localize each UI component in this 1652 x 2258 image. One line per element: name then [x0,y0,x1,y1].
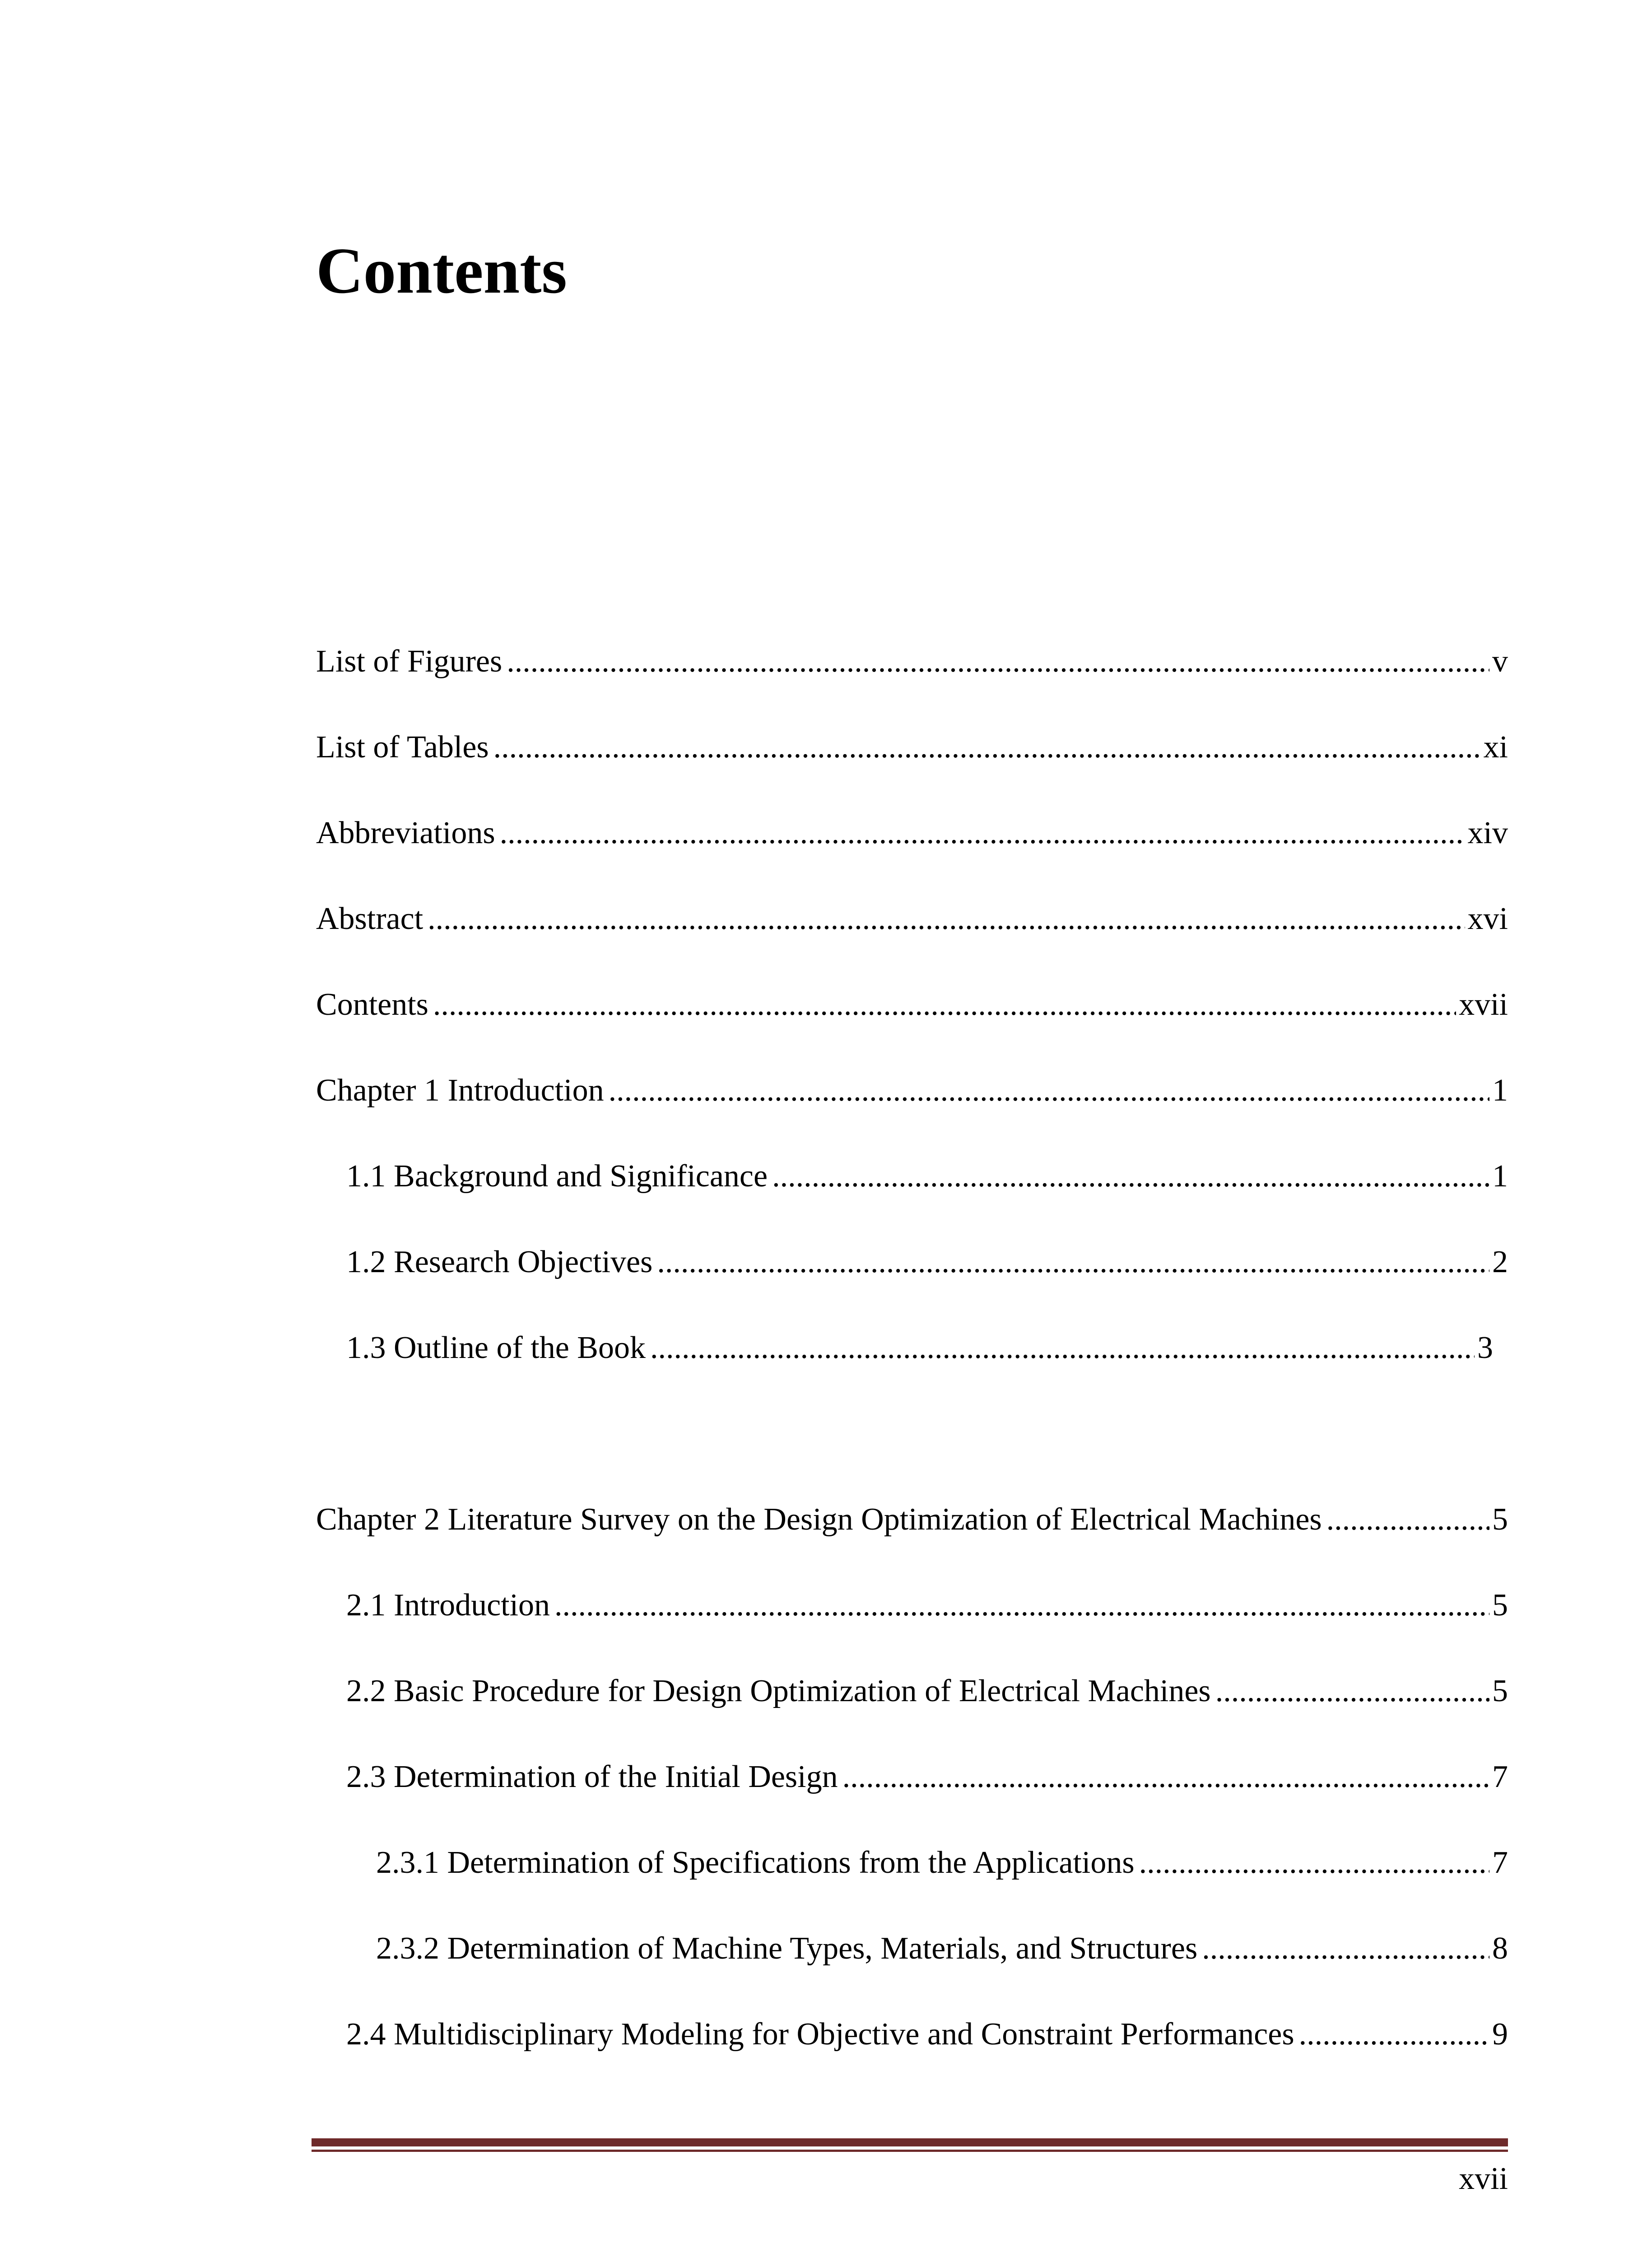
toc-entry-section-1-3[interactable] [346,1325,1493,1371]
page-number: xvii [1459,2161,1508,2196]
toc-entry-section-1-1[interactable] [346,1154,1508,1199]
toc-entry-page: 8 [1492,1931,1508,1966]
toc-entry-label: 1.2 Research Objectives [346,1245,653,1279]
toc-entry-label: Chapter 2 Literature Survey on the Design Optimization of Electrical Machines [316,1502,1322,1537]
toc-entry-label: 1.3 Outline of the Book [346,1330,646,1365]
toc-entry-section-1-2[interactable] [346,1240,1508,1285]
toc-entry-page: 1 [1492,1073,1508,1108]
dot-leader [433,982,1456,1027]
toc-entry-section-2-3-2[interactable] [376,1926,1508,1971]
toc-entry-page: 5 [1492,1674,1508,1708]
toc-entry-page: 9 [1492,2017,1508,2052]
page-title: Contents [316,235,567,307]
dot-leader [772,1154,1489,1199]
toc-entry-section-2-4[interactable] [346,2012,1508,2057]
toc-entry-abbreviations[interactable] [316,811,1508,856]
dot-leader [428,896,1465,942]
toc-entry-abstract[interactable] [316,896,1508,942]
footer-rule-thick [312,2138,1508,2146]
dot-leader [609,1068,1489,1113]
toc-entry-chapter-2[interactable] [316,1497,1508,1542]
toc-entry-label: Abbreviations [316,816,495,850]
toc-entry-section-2-1[interactable] [346,1583,1508,1628]
toc-entry-page: 7 [1492,1845,1508,1880]
dot-leader [500,811,1465,856]
toc-entry-page: v [1492,644,1508,679]
dot-leader [842,1754,1489,1800]
toc-entry-label: List of Figures [316,644,503,679]
dot-leader [650,1325,1475,1371]
toc-entry-label: Abstract [316,901,423,936]
toc-entry-list-of-tables[interactable] [316,725,1508,770]
toc-entry-page: xvii [1459,987,1508,1022]
dot-leader [1139,1840,1489,1885]
toc-entry-page: 1 [1492,1159,1508,1194]
toc-entry-label: 1.1 Background and Significance [346,1159,768,1194]
toc-entry-label: 2.3.1 Determination of Specifications from the Applications [376,1845,1135,1880]
dot-leader [1215,1669,1489,1714]
toc-entry-label: Contents [316,987,428,1022]
toc-entry-label: 2.3.2 Determination of Machine Types, Materials, and Structures [376,1931,1198,1966]
toc-entry-section-2-3-1[interactable] [376,1840,1508,1885]
footer-rule-thin [312,2150,1508,2152]
toc-entry-contents[interactable] [316,982,1508,1027]
toc-entry-page: xvi [1467,901,1508,936]
toc-entry-label: Chapter 1 Introduction [316,1073,604,1108]
dot-leader [657,1240,1489,1285]
toc-entry-page: 7 [1492,1759,1508,1794]
toc-entry-page: 3 [1477,1330,1493,1365]
toc-entry-section-2-3[interactable] [346,1754,1508,1800]
toc-entry-chapter-1[interactable] [316,1068,1508,1113]
dot-leader [1326,1497,1489,1542]
toc-entry-section-2-2[interactable] [346,1669,1508,1714]
dot-leader [507,639,1489,684]
dot-leader [1202,1926,1489,1971]
toc-entry-page: 2 [1492,1245,1508,1279]
toc-entry-page: xiv [1467,816,1508,850]
toc-entry-page: 5 [1492,1502,1508,1537]
toc-entry-label: 2.2 Basic Procedure for Design Optimization of Electrical Machines [346,1674,1211,1708]
dot-leader [554,1583,1489,1628]
toc-entry-label: 2.4 Multidisciplinary Modeling for Objective and Constraint Performances [346,2017,1294,2052]
dot-leader [1299,2012,1489,2057]
toc-entry-page: 5 [1492,1588,1508,1623]
toc-entry-page: xi [1483,730,1508,765]
dot-leader [493,725,1481,770]
toc-entry-label: List of Tables [316,730,489,765]
toc-entry-label: 2.3 Determination of the Initial Design [346,1759,838,1794]
toc-entry-list-of-figures[interactable] [316,639,1508,684]
toc-entry-label: 2.1 Introduction [346,1588,550,1623]
